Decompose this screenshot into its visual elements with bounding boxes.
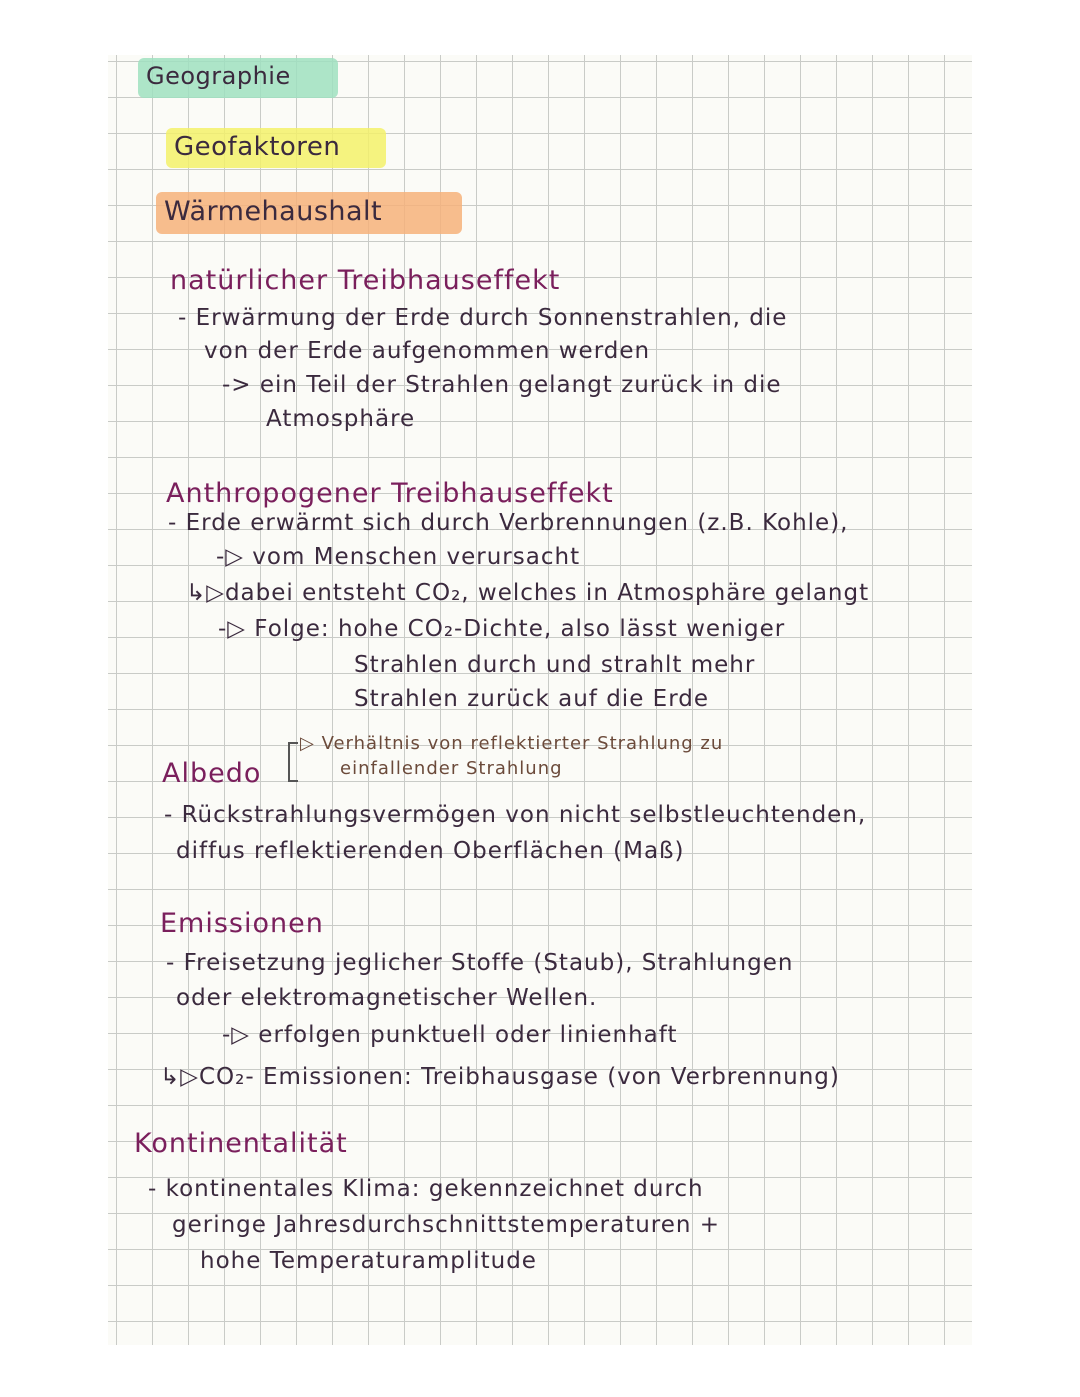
- subject-title: Geographie: [146, 62, 291, 90]
- anthropogenic-line-2: -▷ vom Menschen verursacht: [216, 544, 581, 570]
- emissions-line-1: - Freisetzung jeglicher Stoffe (Staub), Strahlungen: [166, 950, 794, 976]
- section-heading-albedo: Albedo: [162, 758, 262, 789]
- albedo-line-1: - Rückstrahlungsvermögen von nicht selbstleuchtenden,: [164, 802, 867, 828]
- continentality-line-2: geringe Jahresdurchschnittstemperaturen +: [172, 1212, 721, 1238]
- emissions-line-3: -▷ erfolgen punktuell oder linienhaft: [222, 1022, 678, 1048]
- emissions-line-4: ↳▷CO₂- Emissionen: Treibhausgase (von Verbrennung): [160, 1064, 840, 1090]
- albedo-line-2: diffus reflektierenden Oberflächen (Maß): [176, 838, 685, 864]
- section-heading-anthropogenic-greenhouse: Anthropogener Treibhauseffekt: [166, 478, 614, 509]
- anthropogenic-line-6: Strahlen zurück auf die Erde: [354, 686, 709, 712]
- topic-title: Geofaktoren: [174, 132, 341, 162]
- anthropogenic-line-4: -▷ Folge: hohe CO₂-Dichte, also lässt weniger: [218, 616, 786, 642]
- continentality-line-1: - kontinentales Klima: gekennzeichnet durch: [148, 1176, 704, 1202]
- natural-line-2: von der Erde aufgenommen werden: [204, 338, 651, 364]
- chapter-title: Wärmehaushalt: [164, 196, 383, 227]
- natural-line-3: -> ein Teil der Strahlen gelangt zurück in die: [222, 372, 782, 398]
- anthropogenic-line-1: - Erde erwärmt sich durch Verbrennungen (z.B. Kohle),: [168, 510, 849, 536]
- emissions-line-2: oder elektromagnetischer Wellen.: [176, 985, 598, 1011]
- section-heading-emissions: Emissionen: [160, 908, 324, 939]
- natural-line-1: - Erwärmung der Erde durch Sonnenstrahlen, die: [178, 305, 788, 331]
- albedo-definition-note-1: ▷ Verhältnis von reflektierter Strahlung zu: [300, 733, 724, 754]
- albedo-definition-note-2: einfallender Strahlung: [340, 758, 563, 779]
- anthropogenic-line-3: ↳▷dabei entsteht CO₂, welches in Atmosphäre gelangt: [186, 580, 870, 606]
- continentality-line-3: hohe Temperaturamplitude: [200, 1248, 537, 1274]
- anthropogenic-line-5: Strahlen durch und strahlt mehr: [354, 652, 756, 678]
- natural-line-4: Atmosphäre: [266, 406, 416, 432]
- section-heading-natural-greenhouse: natürlicher Treibhauseffekt: [170, 265, 561, 296]
- section-heading-continentality: Kontinentalität: [134, 1128, 348, 1159]
- albedo-bracket: [288, 742, 298, 782]
